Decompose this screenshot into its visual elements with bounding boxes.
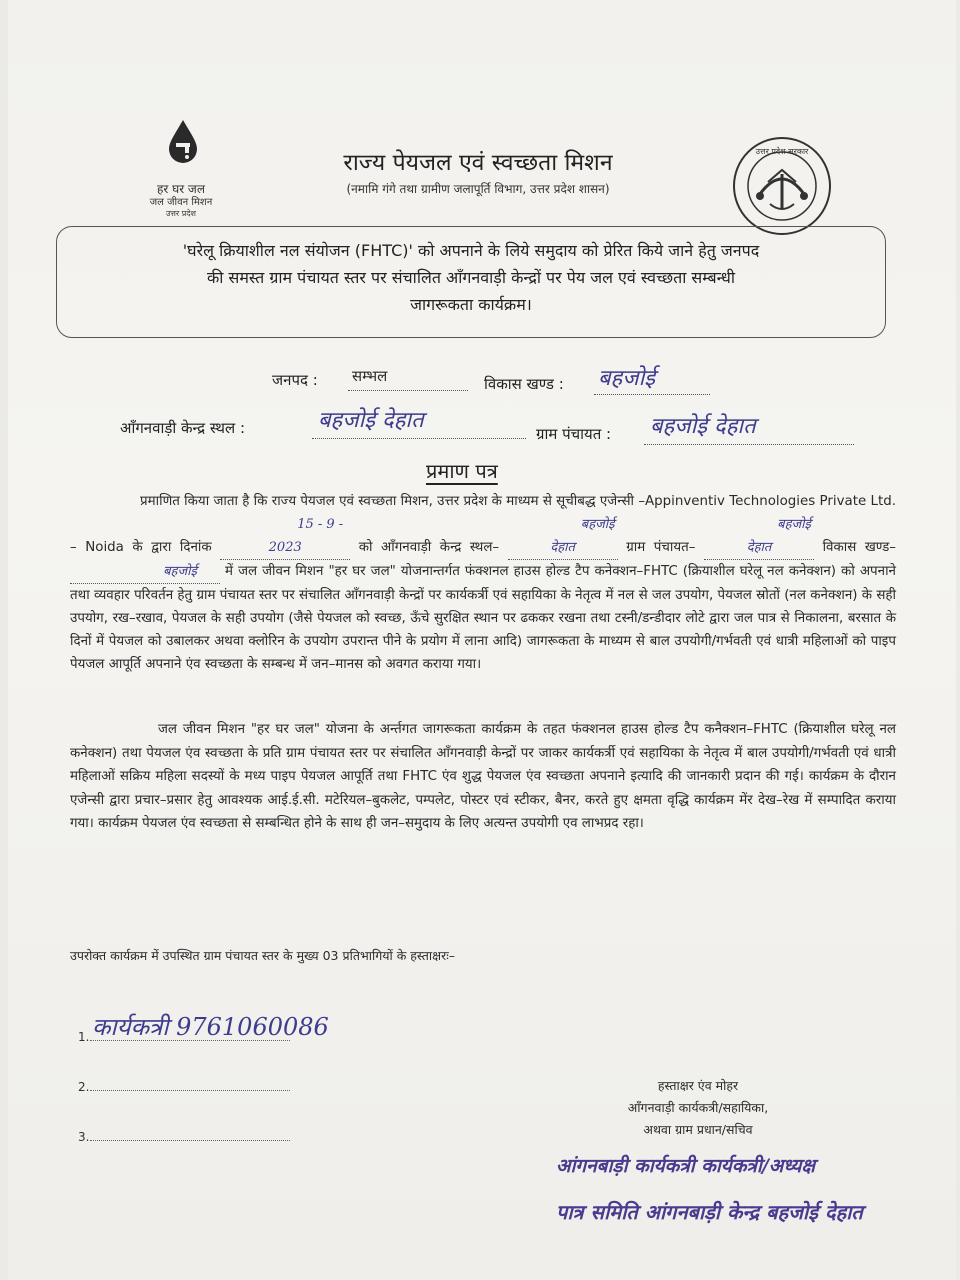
signatory-line-3: अथवा ग्राम प्रधान/सचिव	[643, 1122, 753, 1137]
gp-inline-value: बहजोई देहात	[746, 517, 811, 555]
document-page	[8, 0, 956, 1280]
gram-panchayat-label: ग्राम पंचायत :	[536, 425, 612, 443]
p1-text-e: में जल जीवन मिशन "हर घर जल" योजनान्तर्गत फंक्शनल हाउस होल्ड टैप कनेक्शन–FHTC (क्रियाशील घरेलू नल कनेक्शन) को अपनाने तथा व्यवहार परिवर्तन हेतु ग्राम पंचायत स्तर पर संचालित आँगनवाड़ी केन्द्रों पर कार्यकर्त्री एवं सहायिका के नेतृत्व में नल से जल उपयोग, पेयजल स्रोतों (नल कनेक्शन) के सही उपयोग, रख–रखाव, पेयजल के सही उपयोग (जैसे पेयजल को स्वच्छ, ऊँचे सुरक्षित स्थान पर ढककर रखना तथा टस्नी/डन्डीदार लोटे द्वारा जल पात्र से निकालना, बरसात के दिनों में पेयजल को उबालकर अथवा क्लोरिन के उपयोग उपरान्त पीने के प्रयोग में लाना आदि) जागरूकता के माध्यम से बाल उपयोगी/गर्भवती एवं धात्री महिलाओं को पाइप पेयजल आपूर्ति अपनाने एंव स्वच्छता के सम्बन्ध में जन–मानस को अवगत कराया गया।	[70, 564, 896, 672]
vikas-khand-field	[594, 366, 710, 395]
participant-number-3: 3.	[78, 1130, 90, 1144]
date-field	[220, 513, 350, 560]
header-title: राज्य पेयजल एवं स्वच्छता मिशन	[343, 150, 613, 176]
logo-line-1: हर घर जल	[157, 182, 205, 196]
certificate-paragraph-1	[70, 490, 896, 676]
vk-inline-value: बहजोई	[163, 564, 197, 579]
janpad-value: सम्भल	[352, 367, 388, 385]
kendra-inline-value: बहजोई देहात	[550, 517, 615, 555]
participant-number-2: 2.	[78, 1080, 90, 1094]
signatory-line-1: हस्ताक्षर एंव मोहर	[657, 1078, 739, 1093]
kendra-inline-field	[508, 513, 618, 560]
janpad-label: जनपद :	[272, 371, 318, 389]
program-banner	[56, 226, 886, 338]
kendra-value: बहजोई देहात	[318, 408, 424, 433]
gram-panchayat-field	[644, 414, 854, 445]
program-date: 15 - 9 - 2023	[268, 517, 344, 555]
kendra-field	[312, 408, 526, 439]
water-drop-tap-icon	[166, 118, 200, 164]
signatory-block	[598, 1075, 798, 1141]
vk-inline-field	[70, 560, 220, 584]
up-government-emblem	[730, 134, 834, 238]
kendra-label: आँगनवाड़ी केन्द्र स्थल :	[120, 419, 246, 437]
signatory-stamp-2: पात्र समिति आंगनबाड़ी केन्द्र बहजोई देहात	[556, 1200, 863, 1224]
p1-text-a: प्रमाणित किया जाता है कि राज्य पेयजल एवं स्वच्छता मिशन, उत्तर प्रदेश के माध्यम से सूचीबद्ध एजेन्सी –Appinventiv Technologies Private Ltd. – Noida के द्वारा दिनांक	[70, 494, 896, 555]
participant-line-2	[90, 1090, 290, 1091]
p1-text-b: को आँगनवाड़ी केन्द्र स्थल–	[358, 540, 500, 555]
banner-line-3: जागरूकता कार्यक्रम।	[410, 295, 532, 314]
logo-line-3: उत्तर प्रदेश	[166, 209, 196, 218]
har-ghar-jal-logo	[126, 118, 236, 218]
p1-text-c: ग्राम पंचायत–	[626, 540, 696, 555]
banner-line-2: की समस्त ग्राम पंचायत स्तर पर संचालित आँगनवाड़ी केन्द्रों पर पेय जल एवं स्वच्छता सम्बन्धी	[206, 268, 736, 287]
emblem-text: उत्तर प्रदेश सरकार	[755, 147, 809, 156]
certificate-heading: प्रमाण पत्र	[426, 459, 498, 483]
vikas-khand-value: बहजोई	[598, 366, 656, 391]
gram-panchayat-value: बहजोई देहात	[650, 414, 756, 439]
participant-line-3	[90, 1140, 290, 1141]
janpad-field	[348, 367, 468, 391]
vikas-khand-label: विकास खण्ड :	[484, 375, 564, 393]
header-subtitle: (नमामि गंगे तथा ग्रामीण जलापूर्ति विभाग, उत्तर प्रदेश शासन)	[346, 182, 610, 196]
participant-signature-1: कार्यकत्री 9761060086	[92, 1013, 329, 1041]
p1-text-d: विकास खण्ड–	[822, 540, 896, 555]
banner-line-1: 'घरेलू क्रियाशील नल संयोजन (FHTC)' को अपनाने के लिये समुदाय को प्रेरित किये जाने हेतु जनपद	[182, 241, 760, 260]
gp-inline-field	[704, 513, 814, 560]
participant-number-1: 1.	[78, 1030, 90, 1044]
logo-line-2: जल जीवन मिशन	[149, 197, 213, 208]
signatory-line-2: आँगनवाड़ी कार्यकत्री/सहायिका,	[627, 1100, 769, 1115]
signatory-stamp-1: आंगनबाड़ी कार्यकत्री कार्यकत्री/अध्यक्ष	[556, 1155, 816, 1177]
certificate-paragraph-2: जल जीवन मिशन "हर घर जल" योजना के अर्न्तगत जागरूकता कार्यक्रम के तहत फंक्शनल हाउस होल्ड टैप कनैक्शन–FHTC (क्रियाशील घरेलू नल कनेक्शन) तथा पेयजल एंव स्वच्छता के प्रति ग्राम पंचायत स्तर पर संचालित आँगनवाड़ी केन्द्रों पर जाकर कार्यकर्त्री एवं सहायिका के नेतृत्व में बाल उपयोगी/गर्भवती एवं धात्री महिलाओं सक्रिय महिला सदस्यों के मध्य पाइप पेयजल आपूर्ति तथा FHTC एंव शुद्ध पेयजल एंव स्वच्छता अपनाने इत्यादि की जानकारी प्रदान की गई। कार्यक्रम के दौरान एजेन्सी द्वारा प्रचार–प्रसार हेतु आवश्यक आई.ई.सी. मटेरियल–बुकलेट, पम्पलेट, पोस्टर एवं स्टीकर, बैनर, करते हुए क्षमता वृद्धि कार्यक्रम मेंर देख–रेख में सम्पादित कराया गया। कार्यक्रम पेयजल एंव स्वच्छता से सम्बन्धित होने के साथ ही जन–समुदाय के लिए अत्यन्त उपयोगी एव लाभप्रद रहा।	[70, 722, 896, 831]
participants-intro: उपरोक्त कार्यक्रम में उपस्थित ग्राम पंचायत स्तर के मुख्य 03 प्रतिभागियों के हस्ताक्षरः–	[70, 948, 455, 963]
